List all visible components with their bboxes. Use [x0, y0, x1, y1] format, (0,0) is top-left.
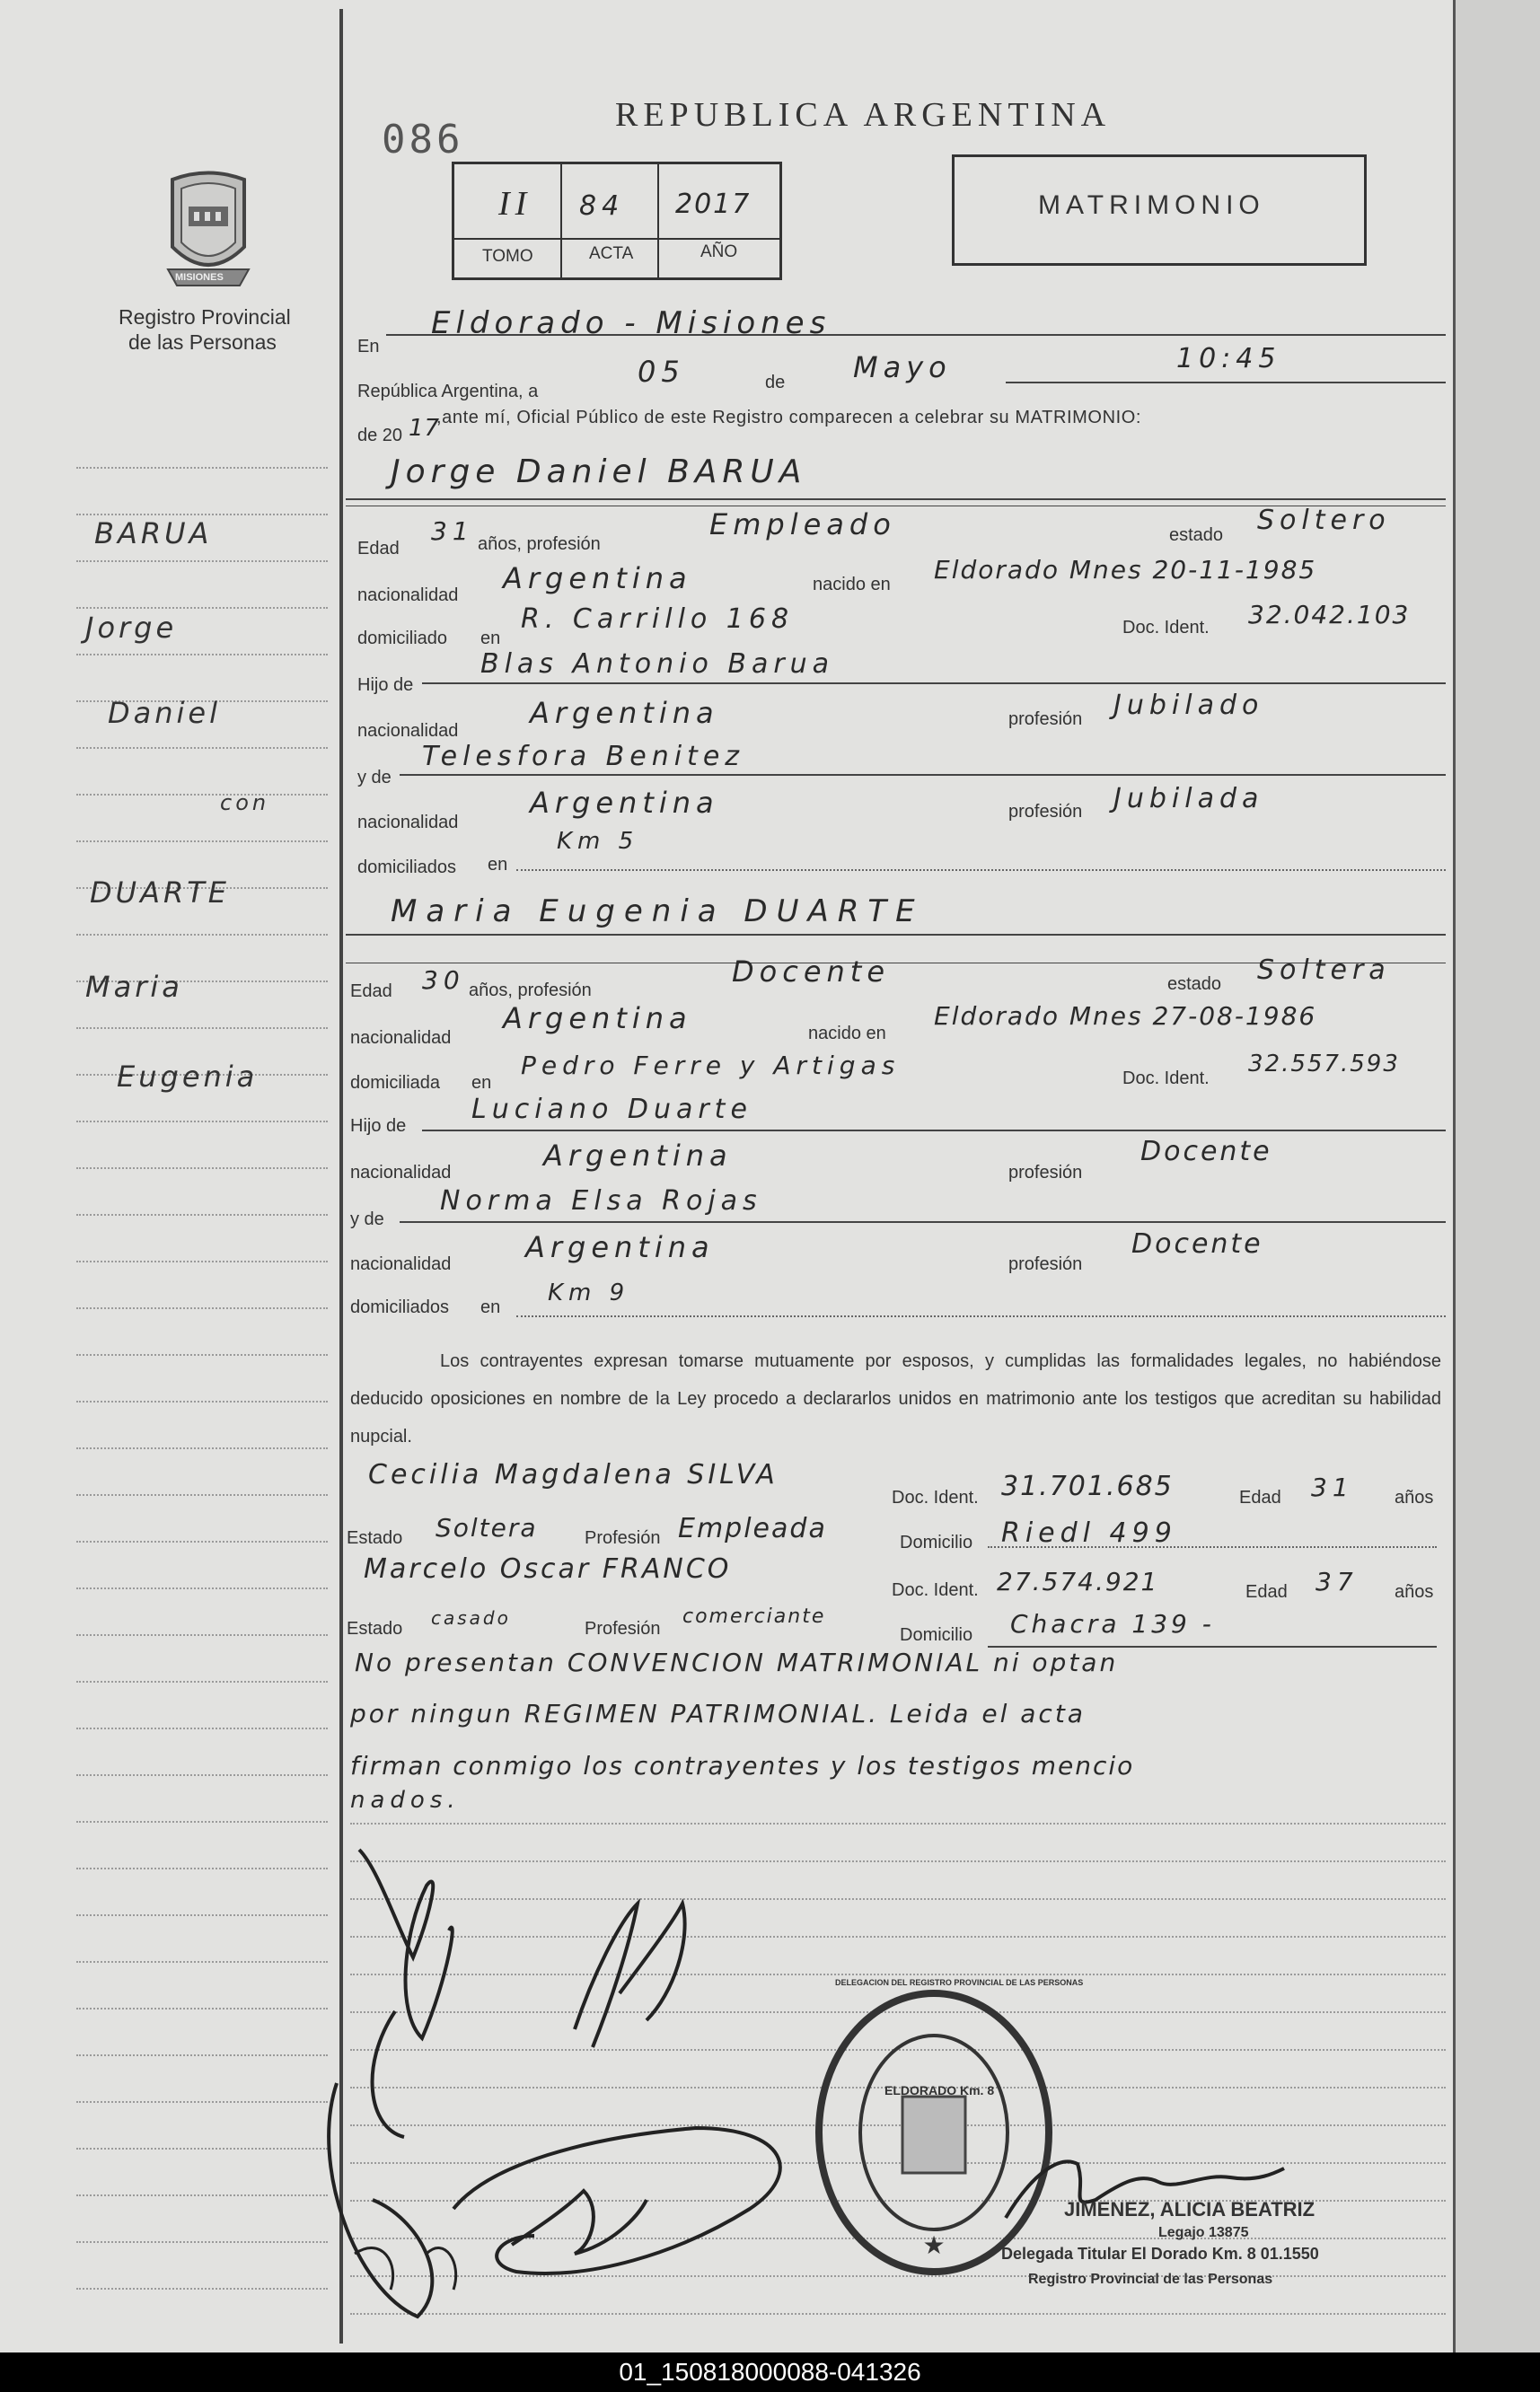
stamp-ring-text: DELEGACION DEL REGISTRO PROVINCIAL DE LAS PERSONAS — [835, 1978, 1084, 1987]
bride-nacionalidad: Argentina — [503, 1001, 692, 1035]
groom-madre-nac-label: nacionalidad — [357, 813, 459, 832]
margin-first-bride: Maria — [85, 970, 183, 1004]
margin-con: con — [220, 790, 270, 815]
groom-madre-prof-label: profesión — [1008, 802, 1083, 822]
groom-nacido: Eldorado Mnes 20-11-1985 — [934, 555, 1317, 585]
witness2-estado: casado — [431, 1607, 511, 1629]
year-prefix: de 20 — [357, 426, 403, 445]
preamble-text: ,ante mí, Oficial Público de este Registro comparecen a celebrar su MATRIMONIO: — [436, 408, 1142, 427]
tomo-label: TOMO — [482, 247, 533, 266]
witness2-name: Marcelo Oscar FRANCO — [364, 1553, 732, 1585]
witness2-profesion: comerciante — [682, 1605, 826, 1628]
groom-doms: Km 5 — [557, 828, 639, 855]
margin-second-groom: Daniel — [108, 696, 221, 730]
bride-doc: 32.557.593 — [1248, 1051, 1400, 1077]
witness1-doc-label: Doc. Ident. — [892, 1488, 979, 1508]
tomo-value: II — [498, 185, 532, 223]
bride-dom-label: domiciliada — [350, 1073, 441, 1093]
witness2-prof-label: Profesión — [585, 1619, 661, 1639]
groom-hijo-label: Hijo de — [357, 675, 414, 695]
witness1-edad-label: Edad — [1239, 1488, 1281, 1508]
groom-padre-nac: Argentina — [530, 696, 719, 730]
acta-label: ACTA — [589, 244, 634, 263]
registry-name-line1: Registro Provincial — [119, 305, 291, 329]
bride-doms-label: domiciliados — [350, 1297, 450, 1317]
place-value: Eldorado - Misiones — [431, 305, 832, 341]
signature-witness-2 — [539, 1868, 718, 2083]
groom-doc-label: Doc. Ident. — [1122, 618, 1210, 638]
groom-edad: 31 — [431, 516, 474, 546]
groom-estado: Soltero — [1257, 505, 1391, 536]
bride-padre-nac: Argentina — [543, 1139, 733, 1173]
witness1-anos-label: años — [1395, 1488, 1434, 1508]
time-value: 10:45 — [1176, 343, 1281, 374]
bride-nacido-label: nacido en — [808, 1024, 886, 1043]
file-id-footer: 01_150818000088-041326 — [0, 2352, 1540, 2392]
bride-madre-prof: Docente — [1131, 1228, 1263, 1260]
witness2-domicilio: Chacra 139 - — [1010, 1609, 1215, 1639]
witness2-doc-label: Doc. Ident. — [892, 1580, 979, 1600]
groom-padre-prof: Jubilado — [1113, 690, 1264, 721]
margin-surname-bride: DUARTE — [90, 875, 230, 910]
bride-madre-nac: Argentina — [525, 1230, 715, 1264]
bride-padre: Luciano Duarte — [471, 1094, 752, 1125]
groom-en-label: en — [480, 629, 501, 648]
svg-text:★: ★ — [922, 2231, 946, 2259]
groom-anos-prof-label: años, profesión — [478, 534, 601, 554]
groom-doms-label: domiciliados — [357, 857, 457, 877]
groom-edad-label: Edad — [357, 539, 400, 558]
bride-madre: Norma Elsa Rojas — [440, 1185, 762, 1217]
witness1-name: Cecilia Magdalena SILVA — [368, 1459, 779, 1491]
groom-yde-label: y de — [357, 768, 392, 787]
groom-estado-label: estado — [1169, 525, 1224, 545]
groom-nacido-label: nacido en — [813, 575, 891, 594]
note-line-1: No presentan CONVENCION MATRIMONIAL ni optan — [355, 1648, 1119, 1677]
next-page-edge — [1453, 0, 1540, 2352]
day-value: 05 — [638, 355, 685, 389]
groom-padre-nac-label: nacionalidad — [357, 721, 459, 741]
year-suffix: 17 — [409, 415, 441, 442]
bride-yde-label: y de — [350, 1209, 384, 1229]
official-name: JIMENEZ, ALICIA BEATRIZ — [1064, 2198, 1316, 2221]
witness2-estado-label: Estado — [347, 1619, 403, 1639]
bride-madre-prof-label: profesión — [1008, 1254, 1083, 1274]
groom-name: Jorge Daniel BARUA — [391, 453, 807, 490]
groom-profesion: Empleado — [709, 507, 896, 541]
witness1-dom-label: Domicilio — [900, 1533, 973, 1552]
doc-type-title: MATRIMONIO — [1038, 190, 1265, 220]
groom-madre-nac: Argentina — [530, 786, 719, 820]
bride-anos-prof-label: años, profesión — [469, 981, 592, 1000]
country-title: REPUBLICA ARGENTINA — [615, 96, 1112, 134]
bride-madre-nac-label: nacionalidad — [350, 1254, 452, 1274]
groom-madre: Telesfora Benitez — [422, 741, 745, 772]
bride-profesion: Docente — [732, 954, 891, 989]
bride-estado-label: estado — [1167, 974, 1222, 994]
groom-padre: Blas Antonio Barua — [480, 648, 835, 680]
groom-nac-label: nacionalidad — [357, 585, 459, 605]
groom-padre-prof-label: profesión — [1008, 709, 1083, 729]
bride-nac-label: nacionalidad — [350, 1028, 452, 1048]
registry-name-line2: de las Personas — [128, 330, 277, 354]
groom-doms-en: en — [488, 855, 508, 875]
republica-label: República Argentina, a — [357, 382, 539, 401]
note-line-3: firman conmigo los contrayentes y los testigos mencio — [350, 1751, 1135, 1781]
bride-padre-prof-label: profesión — [1008, 1163, 1083, 1183]
month-value: Mayo — [853, 350, 952, 384]
witness2-edad: 37 — [1316, 1567, 1359, 1596]
witness1-prof-label: Profesión — [585, 1528, 661, 1548]
anio-value: 2017 — [675, 189, 752, 220]
groom-doc: 32.042.103 — [1248, 600, 1411, 629]
bride-doms-en: en — [480, 1297, 501, 1317]
note-line-4: nados. — [350, 1787, 461, 1814]
bride-padre-prof: Docente — [1140, 1136, 1272, 1167]
record-number: 086 — [382, 117, 464, 163]
witness1-estado: Soltera — [436, 1513, 538, 1543]
witness2-doc: 27.574.921 — [997, 1567, 1159, 1596]
witness1-domicilio: Riedl 499 — [1001, 1517, 1177, 1549]
anio-label: AÑO — [700, 242, 738, 261]
bride-edad: 30 — [422, 965, 465, 995]
bride-domicilio: Pedro Ferre y Artigas — [521, 1051, 901, 1080]
registry-stamp — [808, 1984, 1060, 2281]
official-registry: Registro Provincial de las Personas — [1028, 2272, 1273, 2287]
bride-en-label: en — [471, 1073, 492, 1093]
witness2-anos-label: años — [1395, 1582, 1434, 1602]
margin-first-groom: Jorge — [85, 611, 178, 645]
groom-madre-prof: Jubilada — [1113, 783, 1264, 814]
witness2-dom-label: Domicilio — [900, 1625, 973, 1645]
bride-doc-label: Doc. Ident. — [1122, 1068, 1210, 1088]
witness1-estado-label: Estado — [347, 1528, 403, 1548]
bride-nacido: Eldorado Mnes 27-08-1986 — [934, 1001, 1317, 1031]
en-label: En — [357, 337, 380, 356]
bride-doms: Km 9 — [548, 1280, 630, 1306]
groom-dom-label: domiciliado — [357, 629, 448, 648]
signature-bride — [503, 2137, 664, 2272]
acta-value: 84 — [579, 190, 625, 222]
bride-name: Maria Eugenia DUARTE — [391, 893, 924, 929]
bride-padre-nac-label: nacionalidad — [350, 1163, 452, 1183]
margin-surname-groom: BARUA — [94, 516, 213, 550]
margin-second-bride: Eugenia — [117, 1060, 259, 1094]
witness2-edad-label: Edad — [1245, 1582, 1288, 1602]
stamp-place: ELDORADO Km. 8 — [884, 2083, 995, 2097]
official-legajo: Legajo 13875 — [1158, 2225, 1249, 2240]
witness1-edad: 31 — [1311, 1473, 1354, 1502]
groom-domicilio: R. Carrillo 168 — [521, 603, 795, 635]
note-line-2: por ningun REGIMEN PATRIMONIAL. Leida el acta — [350, 1699, 1086, 1728]
bride-estado: Soltera — [1257, 954, 1391, 986]
bride-hijo-label: Hijo de — [350, 1116, 407, 1136]
declaration-text: Los contrayentes expresan tomarse mutuamente por esposos, y cumplidas las formalidades legales, no habiéndose deducido oposiciones en nombre de la Ley procedo a declararlos unidos en matrimonio ante los testigos que acreditan su habilidad nupcial. — [350, 1351, 1441, 1447]
groom-nacionalidad: Argentina — [503, 561, 692, 595]
bride-edad-label: Edad — [350, 981, 392, 1001]
witness1-doc: 31.701.685 — [1001, 1471, 1174, 1502]
emblem-label: MISIONES — [175, 272, 224, 283]
witness1-profesion: Empleada — [678, 1513, 827, 1544]
de-label: de — [765, 373, 786, 392]
official-title: Delegada Titular El Dorado Km. 8 01.1550 — [1001, 2245, 1319, 2263]
